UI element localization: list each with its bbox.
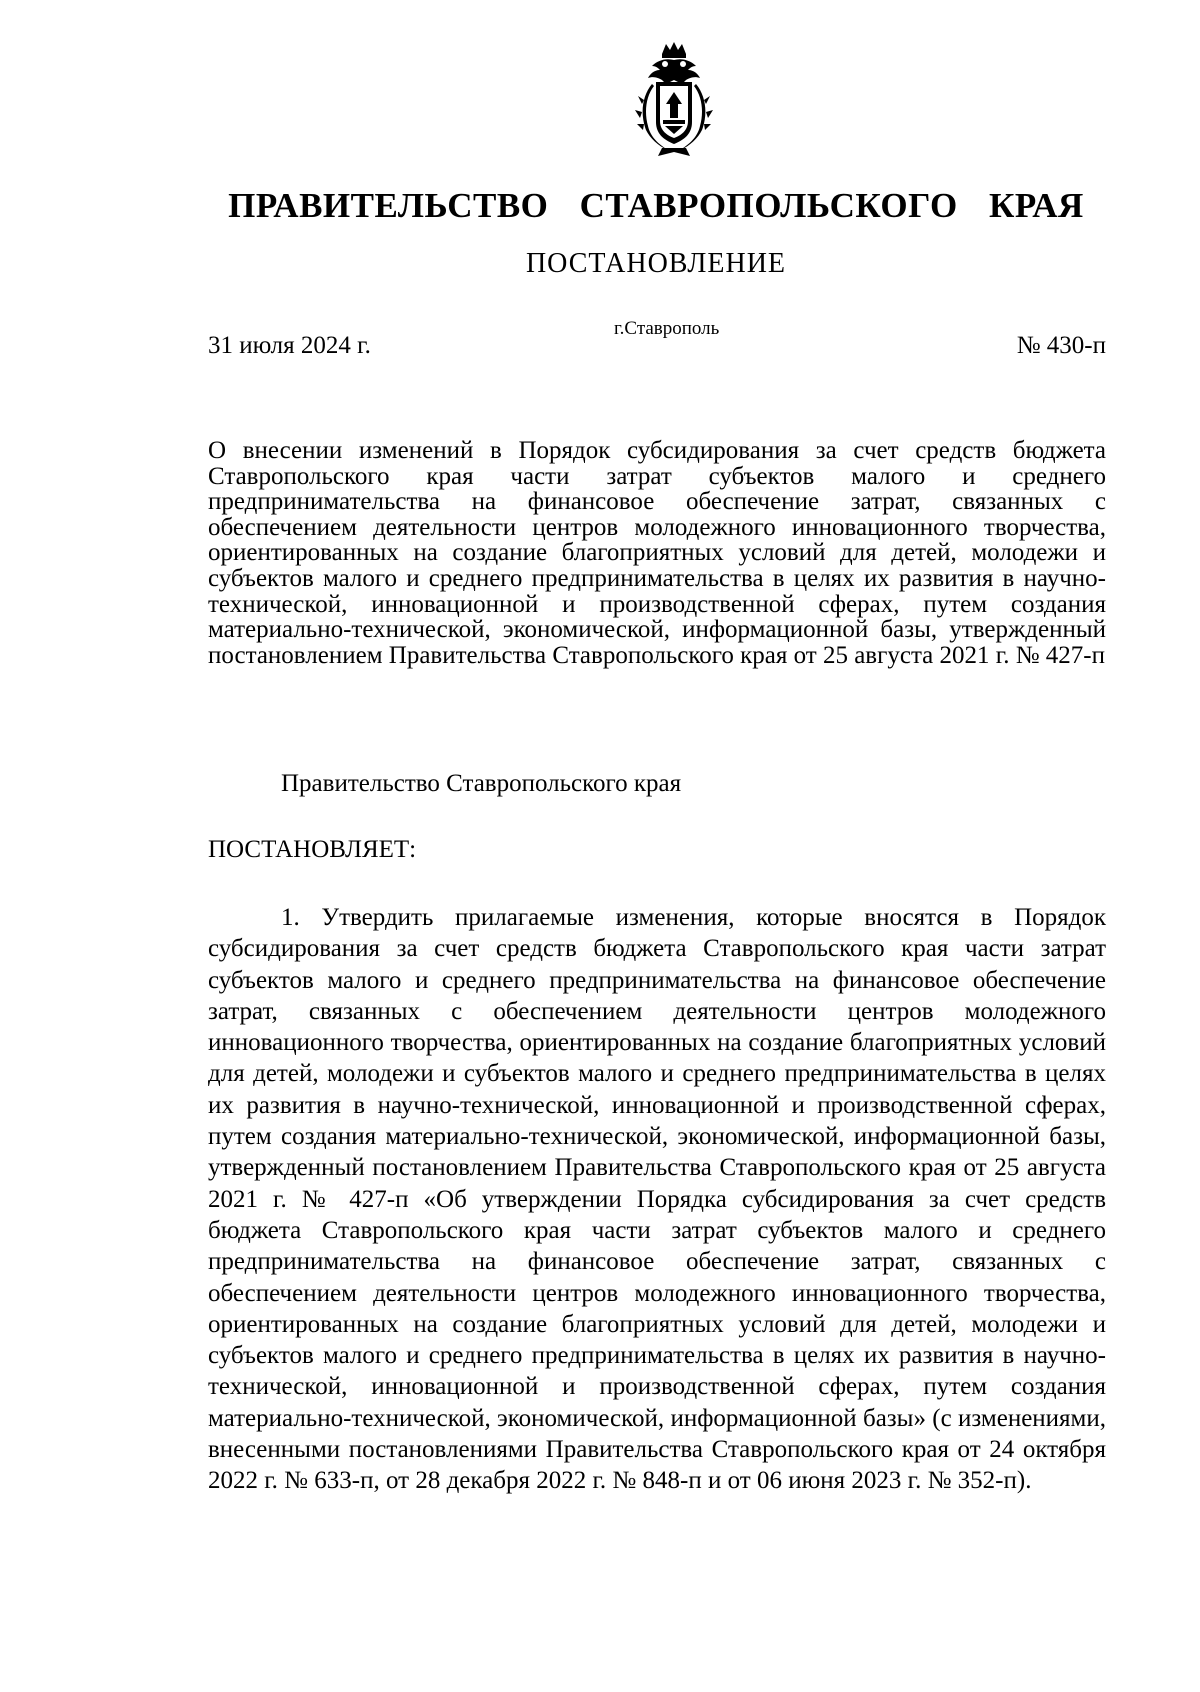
document-number: № 430-п <box>1016 332 1106 359</box>
document-city: г.Ставрополь <box>614 318 720 339</box>
resolves-heading: ПОСТАНОВЛЯЕТ: <box>208 836 417 863</box>
issuer-name: Правительство Ставропольского края <box>281 770 682 797</box>
stavropol-coat-of-arms-icon <box>632 40 716 158</box>
government-title: ПРАВИТЕЛЬСТВО СТАВРОПОЛЬСКОГО КРАЯ <box>228 186 1084 225</box>
document-date: 31 июля 2024 г. <box>208 332 371 359</box>
document-subject: О внесении изменений в Порядок субсидирования за счет средств бюджета Ставропольского края части затрат субъектов малого и среднего предпринимательства на финансовое обеспечение затрат, связанных с обеспечением деятельности центров молодежного инновационного творчества, ориентированных на создание благоприятных условий для детей, молодежи и субъектов малого и среднего предпринимательства в целях их развития в научно-технической, инновационной и производственной сферах, путем создания материально-технической, экономической, информационной базы, утвержденный постановлением Правительства Ставропольского края от 25 августа 2021 г. № 427-п <box>208 437 1106 669</box>
document-type: ПОСТАНОВЛЕНИЕ <box>525 248 787 279</box>
clause-1: 1. Утвердить прилагаемые изменения, которые вносятся в Порядок субсидирования за счет средств бюджета Ставропольского края части затрат субъектов малого и среднего предпринимательства на финансовое обеспечение затрат, связанных с обеспечением деятельности центров молодежного инновационного творчества, ориентированных на создание благоприятных условий для детей, молодежи и субъектов малого и среднего предпринимательства в целях их развития в научно-технической, инновационной и производственной сферах, путем создания материально-технической, экономической, информационной базы, утвержденный постановлением Правительства Ставропольского края от 25 августа 2021 г. № 427-п «Об утверждении Порядка субсидирования за счет средств бюджета Ставропольского края части затрат субъектов малого и среднего предпринимательства на финансовое обеспечение затрат, связанных с обеспечением деятельности центров молодежного инновационного творчества, ориентированных на создание благоприятных условий для детей, молодежи и субъектов малого и среднего предпринимательства в целях их развития в научно-технической, инновационной и производственной сферах, путем создания материально-технической, экономической, информационной базы» (с изменениями, внесенными постановлениями Правительства Ставропольского края от 24 октября 2022 г. № 633-п, от 28 декабря 2022 г. № 848-п и от 06 июня 2023 г. № 352-п). <box>208 904 1106 1495</box>
